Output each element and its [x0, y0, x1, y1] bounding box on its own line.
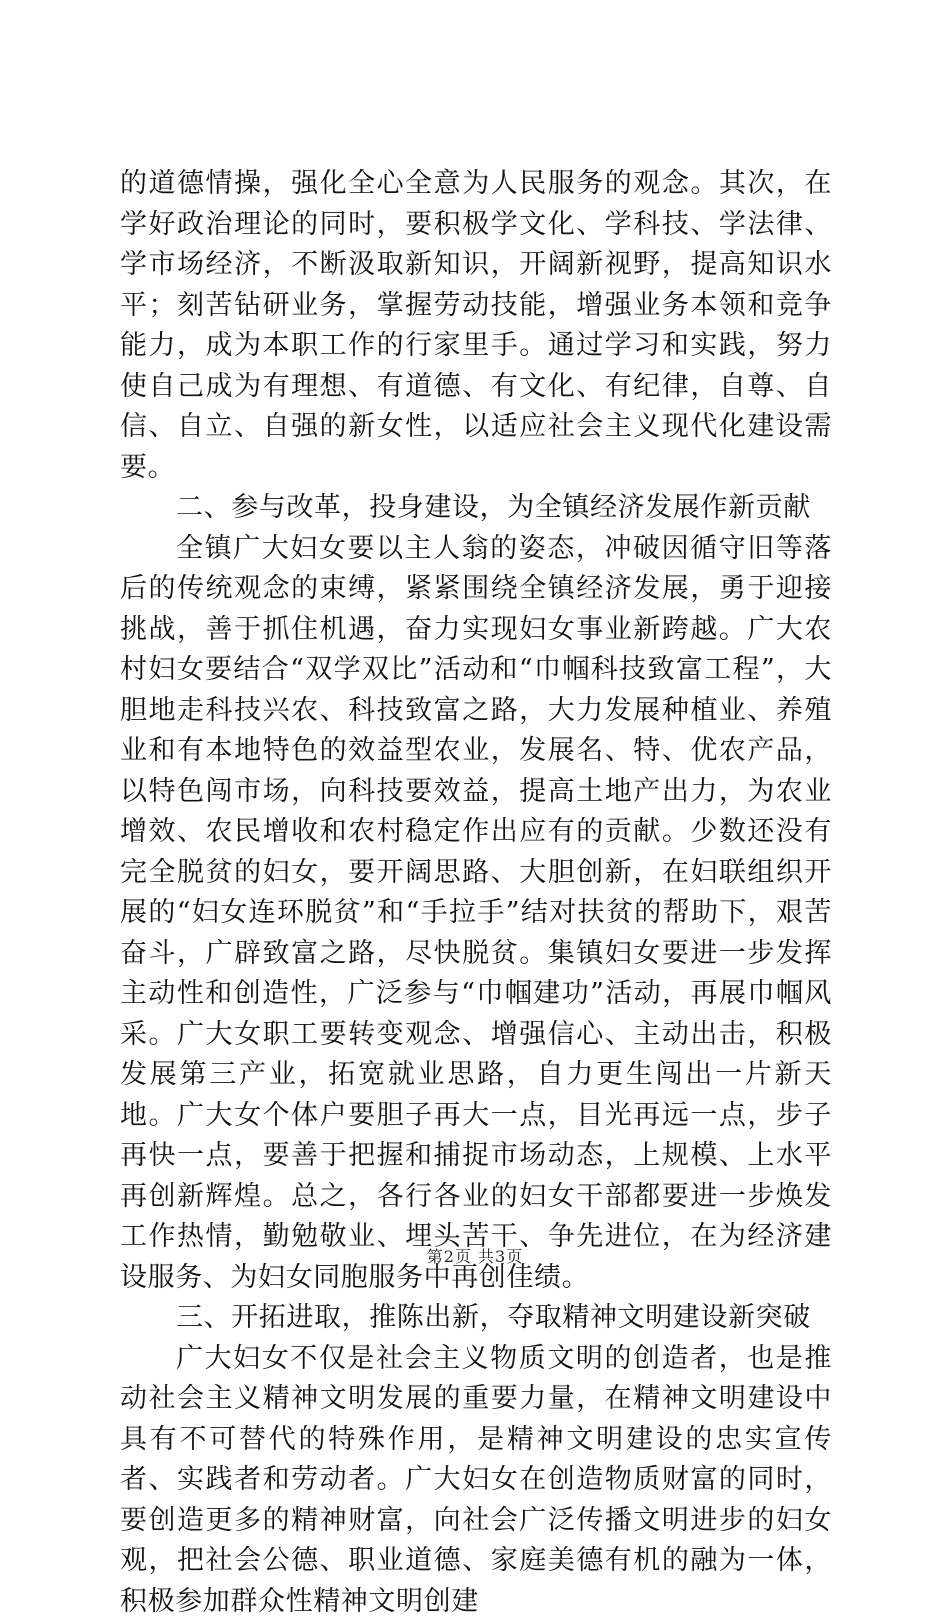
- paragraph-continuation: 的道德情操，强化全心全意为人民服务的观念。其次，在学好政治理论的同时，要积极学文化、学科技、学法律、学市场经济，不断汲取新知识，开阔新视野，提高知识水平；刻苦钻研业务，掌握劳动技能，增强业务本领和竞争能力，成为本职工作的行家里手。通过学习和实践，努力使自己成为有理想、有道德、有文化、有纪律，自尊、自信、自立、自强的新女性，以适应社会主义现代化建设需要。: [120, 164, 832, 488]
- paragraph-section-3: 广大妇女不仅是社会主义物质文明的创造者，也是推动社会主义精神文明发展的重要力量，在精神文明建设中具有不可替代的特殊作用，是精神文明建设的忠实宣传者、实践者和劳动者。广大妇女在创造物质财富的同时，要创造更多的精神财富，向社会广泛传播文明进步的妇女观，把社会公德、职业道德、家庭美德有机的融为一体，积极参加群众性精神文明创建: [120, 1339, 832, 1622]
- page-number-footer: 第2页 共3页: [0, 1244, 950, 1267]
- document-body: [120, 164, 832, 1622]
- paragraph-section-2: 全镇广大妇女要以主人翁的姿态，冲破因循守旧等落后的传统观念的束缚，紧紧围绕全镇经济发展，勇于迎接挑战，善于抓住机遇，奋力实现妇女事业新跨越。广大农村妇女要结合“双学双比”活动和“巾帼科技致富工程”，大胆地走科技兴农、科技致富之路，大力发展种植业、养殖业和有本地特色的效益型农业，发展名、特、优农产品，以特色闯市场，向科技要效益，提高土地产出力，为农业增效、农民增收和农村稳定作出应有的贡献。少数还没有完全脱贫的妇女，要开阔思路、大胆创新，在妇联组织开展的“妇女连环脱贫”和“手拉手”结对扶贫的帮助下，艰苦奋斗，广辟致富之路，尽快脱贫。集镇妇女要进一步发挥主动性和创造性，广泛参与“巾帼建功”活动，再展巾帼风采。广大女职工要转变观念、增强信心、主动出击，积极发展第三产业，拓宽就业思路，自力更生闯出一片新天地。广大女个体户要胆子再大一点，目光再远一点，步子再快一点，要善于把握和捕捉市场动态，上规模、上水平再创新辉煌。总之，各行各业的妇女干部都要进一步焕发工作热情，勤勉敬业、埋头苦干、争先进位，在为经济建设服务、为妇女同胞服务中再创佳绩。: [120, 529, 832, 1299]
- section-heading-2: 二、参与改革，投身建设，为全镇经济发展作新贡献: [120, 488, 832, 529]
- section-heading-3: 三、开拓进取，推陈出新，夺取精神文明建设新突破: [120, 1298, 832, 1339]
